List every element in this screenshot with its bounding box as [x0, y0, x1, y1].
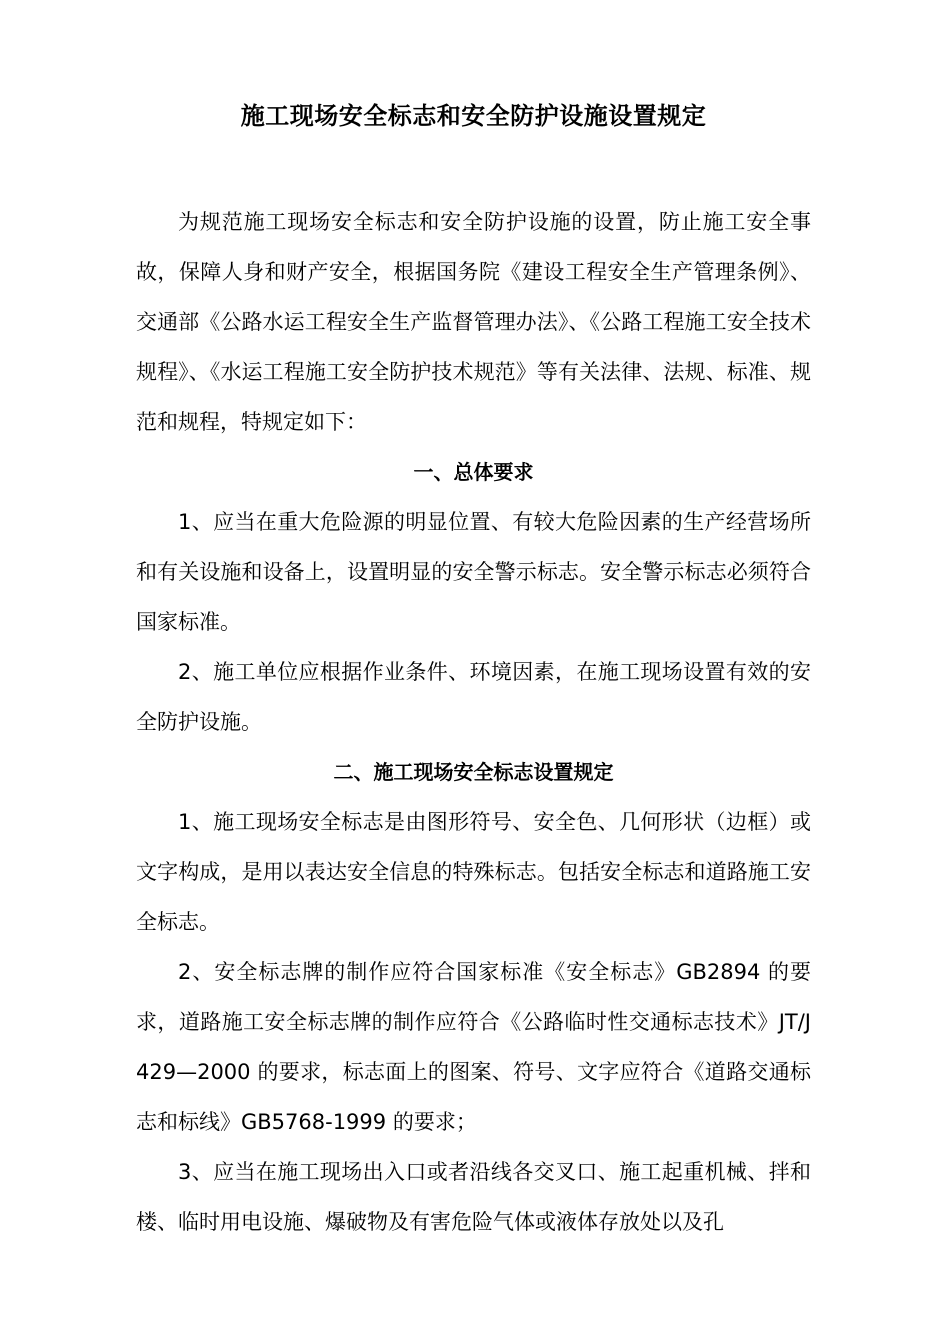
intro-paragraph: 为规范施工现场安全标志和安全防护设施的设置，防止施工安全事故，保障人身和财产安全，根据国务院《建设工程安全生产管理条例》、交通部《公路水运工程安全生产监督管理办法》、《公路工程施工安全技术规程》、《水运工程施工安全防护技术规范》等有关法律、法规、标准、规范和规程，特规定如下： — [136, 210, 811, 434]
section-1-paragraph-1: 1、应当在重大危险源的明显位置、有较大危险因素的生产经营场所和有关设施和设备上，设置明显的安全警示标志。安全警示标志必须符合国家标准。 — [136, 510, 811, 634]
section-2-paragraph-3: 3、应当在施工现场出入口或者沿线各交叉口、施工起重机械、拌和楼、临时用电设施、爆破物及有害危险气体或液体存放处以及孔 — [136, 1160, 811, 1234]
section-heading-1: 一、总体要求 — [413, 460, 534, 484]
section-2-paragraph-1: 1、施工现场安全标志是由图形符号、安全色、几何形状（边框）或文字构成，是用以表达安全信息的特殊标志。包括安全标志和道路施工安全标志。 — [136, 810, 811, 934]
section-heading-2: 二、施工现场安全标志设置规定 — [333, 760, 614, 784]
section-2-paragraph-2: 2、安全标志牌的制作应符合国家标准《安全标志》GB2894 的要求，道路施工安全标志牌的制作应符合《公路临时性交通标志技术》JT/J429—2000 的要求，标志面上的图案、符号、文字应符合《道路交通标志和标线》GB5768-1999 的要求； — [136, 960, 811, 1134]
document-body — [136, 197, 811, 1247]
section-1-paragraph-2: 2、施工单位应根据作业条件、环境因素，在施工现场设置有效的安全防护设施。 — [136, 660, 811, 734]
document-title: 施工现场安全标志和安全防护设施设置规定 — [240, 102, 707, 130]
